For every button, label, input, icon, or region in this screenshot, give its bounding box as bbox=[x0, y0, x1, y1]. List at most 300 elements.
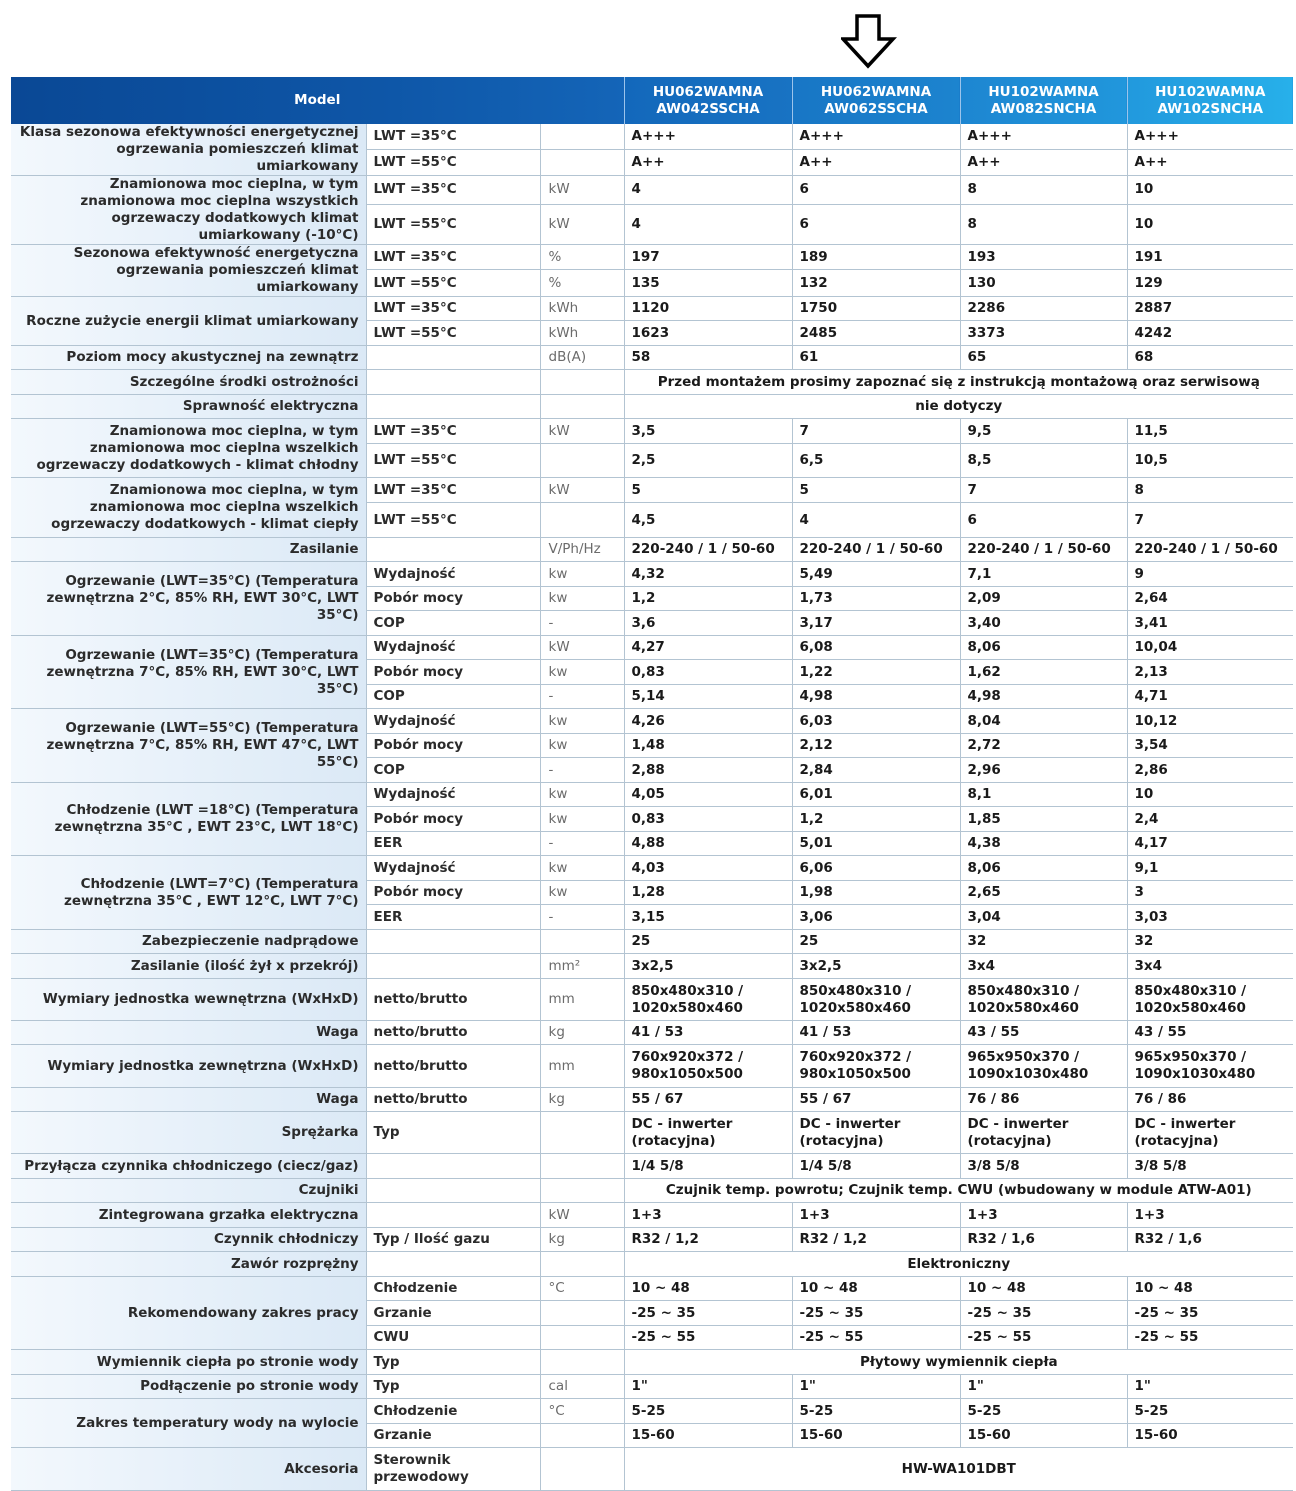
unit-cell bbox=[540, 150, 624, 176]
unit-cell: - bbox=[540, 685, 624, 709]
value-cell: 10,12 bbox=[1127, 709, 1293, 734]
row-sublabel: Chłodzenie bbox=[366, 1277, 540, 1301]
value-cell: 41 / 53 bbox=[792, 1021, 960, 1045]
row-sublabel: LWT =35°C bbox=[366, 478, 540, 503]
row-sublabel: Typ bbox=[366, 1375, 540, 1399]
value-cell: 8,5 bbox=[960, 444, 1127, 478]
value-cell: 5,01 bbox=[792, 832, 960, 856]
value-cell: 6 bbox=[960, 503, 1127, 538]
value-cell: 43 / 55 bbox=[1127, 1021, 1293, 1045]
value-cell: 25 bbox=[624, 930, 792, 954]
unit-cell bbox=[540, 1350, 624, 1375]
row-label: Ogrzewanie (LWT=35°C) (Temperatura zewnętrzna 7°C, 85% RH, EWT 30°C, LWT 35°C) bbox=[11, 636, 366, 709]
table-row bbox=[11, 856, 1293, 881]
row-sublabel: LWT =55°C bbox=[366, 270, 540, 297]
value-cell: 6,5 bbox=[792, 444, 960, 478]
row-sublabel: netto/brutto bbox=[366, 1088, 540, 1112]
value-cell: -25 ~ 35 bbox=[792, 1301, 960, 1326]
value-cell: 760x920x372 / 980x1050x500 bbox=[624, 1045, 792, 1088]
value-cell: 220-240 / 1 / 50-60 bbox=[624, 538, 792, 562]
unit-cell: kw bbox=[540, 881, 624, 905]
value-cell: A++ bbox=[1127, 150, 1293, 176]
value-cell: 0,83 bbox=[624, 660, 792, 685]
value-cell: -25 ~ 55 bbox=[624, 1326, 792, 1350]
row-sublabel bbox=[366, 1203, 540, 1228]
value-cell: 8,04 bbox=[960, 709, 1127, 734]
unit-cell: kW bbox=[540, 636, 624, 660]
value-cell: 2485 bbox=[792, 321, 960, 346]
shared-value-cell: nie dotyczy bbox=[624, 395, 1293, 419]
unit-cell: kWh bbox=[540, 297, 624, 321]
row-sublabel: LWT =35°C bbox=[366, 419, 540, 444]
value-cell: 191 bbox=[1127, 245, 1293, 270]
value-cell: 3,06 bbox=[792, 905, 960, 930]
value-cell: 65 bbox=[960, 346, 1127, 370]
table-row bbox=[11, 1228, 1293, 1252]
value-cell: 4,05 bbox=[624, 783, 792, 807]
table-row bbox=[11, 395, 1293, 419]
value-cell: 1/4 5/8 bbox=[792, 1154, 960, 1179]
unit-cell: kw bbox=[540, 587, 624, 611]
value-cell: 3,15 bbox=[624, 905, 792, 930]
unit-cell bbox=[540, 1252, 624, 1277]
shared-value-cell: Elektroniczny bbox=[624, 1252, 1293, 1277]
value-cell: 1,28 bbox=[624, 881, 792, 905]
value-cell: 0,83 bbox=[624, 807, 792, 832]
value-cell: 6,08 bbox=[792, 636, 960, 660]
table-row bbox=[11, 1179, 1293, 1203]
value-cell: 15-60 bbox=[792, 1424, 960, 1448]
value-cell: 4,32 bbox=[624, 562, 792, 587]
value-cell: 9,5 bbox=[960, 419, 1127, 444]
row-sublabel: LWT =35°C bbox=[366, 297, 540, 321]
value-cell: 4 bbox=[624, 176, 792, 205]
value-cell: A+++ bbox=[792, 124, 960, 150]
value-cell: 10 bbox=[1127, 176, 1293, 205]
row-label: Sprężarka bbox=[11, 1112, 366, 1154]
shared-value-cell: Czujnik temp. powrotu; Czujnik temp. CWU (wbudowany w module ATW-A01) bbox=[624, 1179, 1293, 1203]
value-cell: 1+3 bbox=[624, 1203, 792, 1228]
value-cell: 43 / 55 bbox=[960, 1021, 1127, 1045]
value-cell: 32 bbox=[1127, 930, 1293, 954]
row-label: Ogrzewanie (LWT=35°C) (Temperatura zewnętrzna 2°C, 85% RH, EWT 30°C, LWT 35°C) bbox=[11, 562, 366, 636]
unit-cell: kw bbox=[540, 660, 624, 685]
row-label: Wymiennik ciepła po stronie wody bbox=[11, 1350, 366, 1375]
row-label: Zabezpieczenie nadprądowe bbox=[11, 930, 366, 954]
table-row bbox=[11, 297, 1293, 321]
value-cell: 9 bbox=[1127, 562, 1293, 587]
value-cell: 5,14 bbox=[624, 685, 792, 709]
value-cell: 1" bbox=[792, 1375, 960, 1399]
row-label: Szczególne środki ostrożności bbox=[11, 370, 366, 395]
table-row bbox=[11, 1252, 1293, 1277]
value-cell: 6,01 bbox=[792, 783, 960, 807]
row-label: Sezonowa efektywność energetyczna ogrzewania pomieszczeń klimat umiarkowany bbox=[11, 245, 366, 297]
table-row bbox=[11, 979, 1293, 1021]
unit-cell: kW bbox=[540, 478, 624, 503]
row-label: Rekomendowany zakres pracy bbox=[11, 1277, 366, 1350]
unit-cell: kw bbox=[540, 562, 624, 587]
value-cell: 3,6 bbox=[624, 611, 792, 636]
value-cell: 1/4 5/8 bbox=[624, 1154, 792, 1179]
value-cell: A+++ bbox=[960, 124, 1127, 150]
row-label: Klasa sezonowa efektywności energetycznej ogrzewania pomieszczeń klimat umiarkowany bbox=[11, 124, 366, 176]
value-cell: 10,5 bbox=[1127, 444, 1293, 478]
value-cell: 9,1 bbox=[1127, 856, 1293, 881]
value-cell: 68 bbox=[1127, 346, 1293, 370]
row-sublabel: Wydajność bbox=[366, 709, 540, 734]
value-cell: 2,88 bbox=[624, 758, 792, 783]
value-cell: 1623 bbox=[624, 321, 792, 346]
value-cell: 3x2,5 bbox=[792, 954, 960, 979]
value-cell: 2887 bbox=[1127, 297, 1293, 321]
value-cell: 4,27 bbox=[624, 636, 792, 660]
row-sublabel: Chłodzenie bbox=[366, 1399, 540, 1424]
value-cell: DC - inwerter (rotacyjna) bbox=[1127, 1112, 1293, 1154]
value-cell: 6 bbox=[792, 204, 960, 244]
row-sublabel bbox=[366, 930, 540, 954]
table-row bbox=[11, 954, 1293, 979]
value-cell: A++ bbox=[960, 150, 1127, 176]
unit-cell: mm² bbox=[540, 954, 624, 979]
table-row bbox=[11, 538, 1293, 562]
value-cell: 2,4 bbox=[1127, 807, 1293, 832]
row-sublabel: COP bbox=[366, 685, 540, 709]
value-cell: 25 bbox=[792, 930, 960, 954]
unit-cell: mm bbox=[540, 979, 624, 1021]
spec-table bbox=[11, 77, 1293, 1491]
value-cell: 58 bbox=[624, 346, 792, 370]
row-sublabel: EER bbox=[366, 905, 540, 930]
value-cell: 15-60 bbox=[1127, 1424, 1293, 1448]
row-label: Znamionowa moc cieplna, w tym znamionowa moc cieplna wszelkich ogrzewaczy dodatkowych - klimat ciepły bbox=[11, 478, 366, 538]
table-row bbox=[11, 783, 1293, 807]
row-label: Zasilanie (ilość żył x przekrój) bbox=[11, 954, 366, 979]
value-cell: 3,40 bbox=[960, 611, 1127, 636]
value-cell: 11,5 bbox=[1127, 419, 1293, 444]
value-cell: 4,98 bbox=[792, 685, 960, 709]
value-cell: 5-25 bbox=[624, 1399, 792, 1424]
value-cell: 3/8 5/8 bbox=[1127, 1154, 1293, 1179]
unit-cell: dB(A) bbox=[540, 346, 624, 370]
shared-value-cell: Przed montażem prosimy zapoznać się z instrukcją montażową oraz serwisową bbox=[624, 370, 1293, 395]
table-row bbox=[11, 1350, 1293, 1375]
table-row bbox=[11, 930, 1293, 954]
unit-cell bbox=[540, 1448, 624, 1491]
table-row bbox=[11, 1203, 1293, 1228]
unit-cell: kg bbox=[540, 1021, 624, 1045]
value-cell: 1+3 bbox=[1127, 1203, 1293, 1228]
row-label: Przyłącza czynnika chłodniczego (ciecz/gaz) bbox=[11, 1154, 366, 1179]
value-cell: 8,1 bbox=[960, 783, 1127, 807]
value-cell: 3,17 bbox=[792, 611, 960, 636]
value-cell: 4,03 bbox=[624, 856, 792, 881]
value-cell: 10,04 bbox=[1127, 636, 1293, 660]
unit-cell: kw bbox=[540, 709, 624, 734]
row-sublabel: LWT =35°C bbox=[366, 245, 540, 270]
table-row bbox=[11, 1021, 1293, 1045]
table-row bbox=[11, 346, 1293, 370]
value-cell: 1750 bbox=[792, 297, 960, 321]
value-cell: 4242 bbox=[1127, 321, 1293, 346]
value-cell: 10 ~ 48 bbox=[792, 1277, 960, 1301]
unit-cell: kw bbox=[540, 734, 624, 758]
value-cell: 2,86 bbox=[1127, 758, 1293, 783]
value-cell: 61 bbox=[792, 346, 960, 370]
table-row bbox=[11, 124, 1293, 150]
value-cell: 8 bbox=[1127, 478, 1293, 503]
table-row bbox=[11, 562, 1293, 587]
value-cell: 7 bbox=[960, 478, 1127, 503]
value-cell: 132 bbox=[792, 270, 960, 297]
value-cell: 1+3 bbox=[792, 1203, 960, 1228]
value-cell: DC - inwerter (rotacyjna) bbox=[624, 1112, 792, 1154]
table-row bbox=[11, 1045, 1293, 1088]
row-label: Akcesoria bbox=[11, 1448, 366, 1491]
row-label: Zintegrowana grzałka elektryczna bbox=[11, 1203, 366, 1228]
model-header: Model bbox=[11, 77, 624, 124]
value-cell: 76 / 86 bbox=[960, 1088, 1127, 1112]
row-sublabel: EER bbox=[366, 832, 540, 856]
row-label: Ogrzewanie (LWT=55°C) (Temperatura zewnętrzna 7°C, 85% RH, EWT 47°C, LWT 55°C) bbox=[11, 709, 366, 783]
value-cell: 1" bbox=[1127, 1375, 1293, 1399]
value-cell: 1120 bbox=[624, 297, 792, 321]
value-cell: -25 ~ 55 bbox=[960, 1326, 1127, 1350]
unit-cell bbox=[540, 444, 624, 478]
row-label: Roczne zużycie energii klimat umiarkowany bbox=[11, 297, 366, 346]
value-cell: 220-240 / 1 / 50-60 bbox=[792, 538, 960, 562]
value-cell: 3,41 bbox=[1127, 611, 1293, 636]
row-sublabel: Wydajność bbox=[366, 856, 540, 881]
value-cell: 2,09 bbox=[960, 587, 1127, 611]
value-cell: R32 / 1,2 bbox=[792, 1228, 960, 1252]
value-cell: -25 ~ 55 bbox=[1127, 1326, 1293, 1350]
value-cell: R32 / 1,6 bbox=[1127, 1228, 1293, 1252]
value-cell: 1,2 bbox=[624, 587, 792, 611]
value-cell: 965x950x370 / 1090x1030x480 bbox=[1127, 1045, 1293, 1088]
value-cell: 10 ~ 48 bbox=[624, 1277, 792, 1301]
table-row bbox=[11, 245, 1293, 270]
value-cell: 4,38 bbox=[960, 832, 1127, 856]
value-cell: 55 / 67 bbox=[792, 1088, 960, 1112]
row-label: Waga bbox=[11, 1021, 366, 1045]
unit-cell: kW bbox=[540, 1203, 624, 1228]
value-cell: 4,26 bbox=[624, 709, 792, 734]
row-sublabel: LWT =55°C bbox=[366, 150, 540, 176]
value-cell: 220-240 / 1 / 50-60 bbox=[960, 538, 1127, 562]
value-cell: 3,04 bbox=[960, 905, 1127, 930]
value-cell: 6,06 bbox=[792, 856, 960, 881]
value-cell: 2,65 bbox=[960, 881, 1127, 905]
value-cell: -25 ~ 35 bbox=[960, 1301, 1127, 1326]
value-cell: 5,49 bbox=[792, 562, 960, 587]
row-sublabel: Pobór mocy bbox=[366, 881, 540, 905]
value-cell: 5-25 bbox=[960, 1399, 1127, 1424]
row-sublabel: COP bbox=[366, 611, 540, 636]
value-cell: DC - inwerter (rotacyjna) bbox=[792, 1112, 960, 1154]
value-cell: 965x950x370 / 1090x1030x480 bbox=[960, 1045, 1127, 1088]
row-sublabel: netto/brutto bbox=[366, 979, 540, 1021]
value-cell: 850x480x310 / 1020x580x460 bbox=[624, 979, 792, 1021]
unit-cell bbox=[540, 1326, 624, 1350]
row-label: Czynnik chłodniczy bbox=[11, 1228, 366, 1252]
value-cell: 1,98 bbox=[792, 881, 960, 905]
value-cell: 41 / 53 bbox=[624, 1021, 792, 1045]
down-arrow-icon bbox=[841, 14, 897, 70]
row-sublabel bbox=[366, 954, 540, 979]
value-cell: 1,22 bbox=[792, 660, 960, 685]
unit-cell: kWh bbox=[540, 321, 624, 346]
value-cell: 2,64 bbox=[1127, 587, 1293, 611]
row-sublabel bbox=[366, 538, 540, 562]
shared-value-cell: Płytowy wymiennik ciepła bbox=[624, 1350, 1293, 1375]
value-cell: 3373 bbox=[960, 321, 1127, 346]
unit-cell bbox=[540, 1154, 624, 1179]
table-row bbox=[11, 1154, 1293, 1179]
value-cell: 850x480x310 / 1020x580x460 bbox=[792, 979, 960, 1021]
value-cell: 135 bbox=[624, 270, 792, 297]
value-cell: 220-240 / 1 / 50-60 bbox=[1127, 538, 1293, 562]
unit-cell: kw bbox=[540, 807, 624, 832]
table-row bbox=[11, 370, 1293, 395]
row-sublabel: Pobór mocy bbox=[366, 807, 540, 832]
value-cell: 850x480x310 / 1020x580x460 bbox=[960, 979, 1127, 1021]
value-cell: 3x2,5 bbox=[624, 954, 792, 979]
row-sublabel bbox=[366, 1154, 540, 1179]
model-column-1: HU062WAMNA AW042SSCHA bbox=[624, 77, 792, 124]
value-cell: 3x4 bbox=[960, 954, 1127, 979]
row-sublabel: Wydajność bbox=[366, 783, 540, 807]
value-cell: 1" bbox=[960, 1375, 1127, 1399]
row-label: Zakres temperatury wody na wylocie bbox=[11, 1399, 366, 1448]
table-row bbox=[11, 1277, 1293, 1301]
value-cell: 4 bbox=[624, 204, 792, 244]
value-cell: 10 bbox=[1127, 204, 1293, 244]
value-cell: 5 bbox=[624, 478, 792, 503]
unit-cell bbox=[540, 124, 624, 150]
row-sublabel bbox=[366, 1252, 540, 1277]
value-cell: 3,5 bbox=[624, 419, 792, 444]
value-cell: 1,73 bbox=[792, 587, 960, 611]
value-cell: 1,62 bbox=[960, 660, 1127, 685]
value-cell: 2286 bbox=[960, 297, 1127, 321]
value-cell: 5-25 bbox=[1127, 1399, 1293, 1424]
value-cell: 4,98 bbox=[960, 685, 1127, 709]
value-cell: 1" bbox=[624, 1375, 792, 1399]
model-column-2: HU062WAMNA AW062SSCHA bbox=[792, 77, 960, 124]
row-sublabel: Pobór mocy bbox=[366, 660, 540, 685]
value-cell: 15-60 bbox=[960, 1424, 1127, 1448]
unit-cell: kW bbox=[540, 419, 624, 444]
row-sublabel: netto/brutto bbox=[366, 1021, 540, 1045]
value-cell: 1,2 bbox=[792, 807, 960, 832]
value-cell: 193 bbox=[960, 245, 1127, 270]
value-cell: 32 bbox=[960, 930, 1127, 954]
row-sublabel: LWT =35°C bbox=[366, 124, 540, 150]
table-row bbox=[11, 176, 1293, 205]
value-cell: 55 / 67 bbox=[624, 1088, 792, 1112]
row-label: Wymiary jednostka zewnętrzna (WxHxD) bbox=[11, 1045, 366, 1088]
table-row bbox=[11, 419, 1293, 444]
row-sublabel: LWT =55°C bbox=[366, 204, 540, 244]
unit-cell: °C bbox=[540, 1277, 624, 1301]
value-cell: 850x480x310 / 1020x580x460 bbox=[1127, 979, 1293, 1021]
value-cell: 4,5 bbox=[624, 503, 792, 538]
model-column-3: HU102WAMNA AW082SNCHA bbox=[960, 77, 1127, 124]
unit-cell bbox=[540, 1301, 624, 1326]
value-cell: 3 bbox=[1127, 881, 1293, 905]
row-sublabel: netto/brutto bbox=[366, 1045, 540, 1088]
value-cell: A++ bbox=[624, 150, 792, 176]
value-cell: 2,84 bbox=[792, 758, 960, 783]
model-column-4: HU102WAMNA AW102SNCHA bbox=[1127, 77, 1293, 124]
unit-cell: kw bbox=[540, 783, 624, 807]
value-cell: 4,88 bbox=[624, 832, 792, 856]
value-cell: 3,54 bbox=[1127, 734, 1293, 758]
value-cell: 7 bbox=[792, 419, 960, 444]
value-cell: 76 / 86 bbox=[1127, 1088, 1293, 1112]
row-label: Chłodzenie (LWT =18°C) (Temperatura zewnętrzna 35°C , EWT 23°C, LWT 18°C) bbox=[11, 783, 366, 856]
unit-cell: kW bbox=[540, 176, 624, 205]
value-cell: 10 ~ 48 bbox=[1127, 1277, 1293, 1301]
unit-cell: kw bbox=[540, 856, 624, 881]
row-sublabel: Pobór mocy bbox=[366, 587, 540, 611]
value-cell: 5-25 bbox=[792, 1399, 960, 1424]
row-sublabel: LWT =55°C bbox=[366, 503, 540, 538]
row-sublabel: Typ bbox=[366, 1350, 540, 1375]
value-cell: A+++ bbox=[1127, 124, 1293, 150]
row-sublabel: CWU bbox=[366, 1326, 540, 1350]
row-sublabel bbox=[366, 346, 540, 370]
header-row bbox=[11, 77, 1293, 124]
row-sublabel: LWT =35°C bbox=[366, 176, 540, 205]
row-sublabel bbox=[366, 370, 540, 395]
row-sublabel: LWT =55°C bbox=[366, 444, 540, 478]
table-row bbox=[11, 709, 1293, 734]
row-label: Znamionowa moc cieplna, w tym znamionowa moc cieplna wszystkich ogrzewaczy dodatkowych klimat umiarkowany (-10°C) bbox=[11, 176, 366, 245]
unit-cell bbox=[540, 1112, 624, 1154]
row-label: Podłączenie po stronie wody bbox=[11, 1375, 366, 1399]
value-cell: 8 bbox=[960, 176, 1127, 205]
value-cell: 4,71 bbox=[1127, 685, 1293, 709]
value-cell: 2,12 bbox=[792, 734, 960, 758]
value-cell: 8,06 bbox=[960, 856, 1127, 881]
value-cell: 7 bbox=[1127, 503, 1293, 538]
table-row bbox=[11, 1112, 1293, 1154]
value-cell: 3/8 5/8 bbox=[960, 1154, 1127, 1179]
unit-cell bbox=[540, 395, 624, 419]
value-cell: 6,03 bbox=[792, 709, 960, 734]
row-label: Czujniki bbox=[11, 1179, 366, 1203]
unit-cell: °C bbox=[540, 1399, 624, 1424]
row-label: Zawór rozprężny bbox=[11, 1252, 366, 1277]
value-cell: 2,5 bbox=[624, 444, 792, 478]
unit-cell bbox=[540, 503, 624, 538]
value-cell: 1,85 bbox=[960, 807, 1127, 832]
row-sublabel: Wydajność bbox=[366, 562, 540, 587]
unit-cell: V/Ph/Hz bbox=[540, 538, 624, 562]
shared-value-cell: HW-WA101DBT bbox=[624, 1448, 1293, 1491]
row-sublabel: Grzanie bbox=[366, 1301, 540, 1326]
row-sublabel: Sterownik przewodowy bbox=[366, 1448, 540, 1491]
row-label: Waga bbox=[11, 1088, 366, 1112]
row-sublabel bbox=[366, 395, 540, 419]
value-cell: -25 ~ 35 bbox=[624, 1301, 792, 1326]
value-cell: 760x920x372 / 980x1050x500 bbox=[792, 1045, 960, 1088]
row-label: Chłodzenie (LWT=7°C) (Temperatura zewnętrzna 35°C , EWT 12°C, LWT 7°C) bbox=[11, 856, 366, 930]
table-row bbox=[11, 1088, 1293, 1112]
value-cell: R32 / 1,6 bbox=[960, 1228, 1127, 1252]
